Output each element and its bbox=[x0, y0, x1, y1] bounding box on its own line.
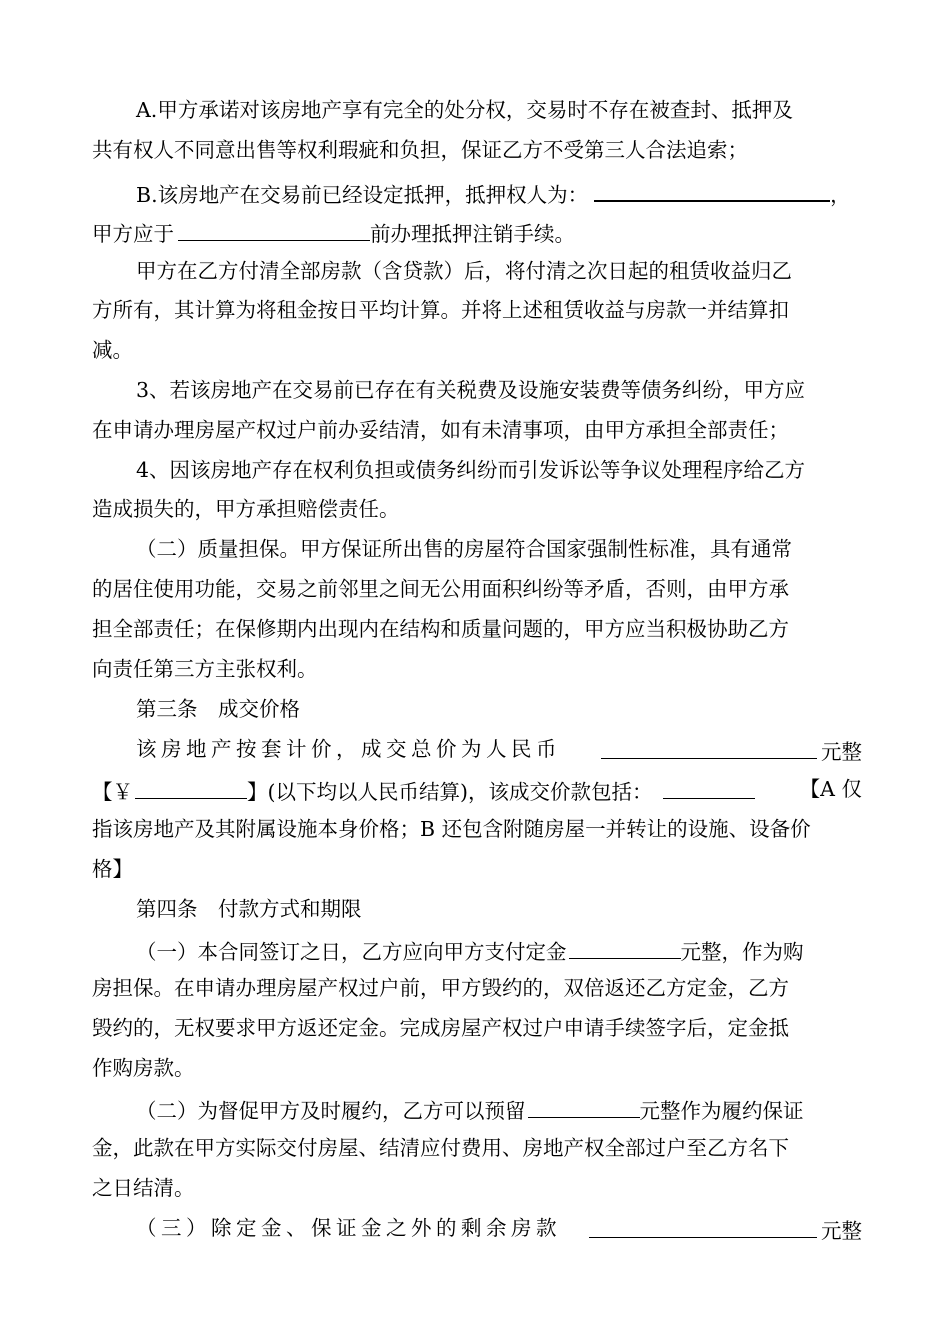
para-line bbox=[136, 936, 862, 965]
para-line bbox=[92, 1055, 862, 1081]
para-line bbox=[92, 1135, 862, 1161]
para-line bbox=[92, 975, 862, 1001]
text: 甲方应于 bbox=[92, 222, 174, 246]
deposit-blank[interactable] bbox=[569, 936, 681, 959]
para-line bbox=[92, 856, 862, 882]
text: 4、因该房地产存在权利负担或债务纠纷而引发诉讼等争议处理程序给乙方 bbox=[136, 458, 806, 482]
para-line bbox=[136, 258, 862, 284]
text: 共有权人不同意出售等权利瑕疵和负担，保证乙方不受第三人合法追索； bbox=[92, 138, 748, 162]
text: 格】 bbox=[92, 857, 133, 881]
option-blank[interactable] bbox=[663, 776, 755, 799]
text: ， bbox=[830, 183, 851, 207]
text: 方所有，其计算为将租金按日平均计算。并将上述租赁收益与房款一并结算扣 bbox=[92, 298, 789, 322]
text: 【A 仅 bbox=[799, 777, 862, 801]
text: 房担保。在申请办理房屋产权过户前，甲方毁约的，双倍返还乙方定金，乙方 bbox=[92, 976, 789, 1000]
text: 】(以下均以人民币结算)，该成交价款包括： bbox=[247, 780, 653, 804]
para-line bbox=[136, 377, 862, 403]
text: 之日结清。 bbox=[92, 1176, 195, 1200]
para-line bbox=[92, 816, 862, 842]
price-group bbox=[601, 736, 862, 765]
text: 甲方在乙方付清全部房款（含贷款）后，将付清之次日起的租赁收益归乙 bbox=[136, 259, 792, 283]
text: 指该房地产及其附属设施本身价格；B 还包含附随房屋一并转让的设施、设备价 bbox=[92, 817, 811, 841]
para-line bbox=[92, 1175, 862, 1201]
text: （二）质量担保。甲方保证所出售的房屋符合国家强制性标准，具有通常 bbox=[136, 537, 792, 561]
text: B.该房地产在交易前已经设定抵押，抵押权人为： bbox=[136, 183, 589, 207]
para-line bbox=[92, 137, 862, 163]
text: 元整 bbox=[821, 1219, 862, 1243]
para-line bbox=[92, 576, 862, 602]
section-heading bbox=[136, 896, 862, 922]
text: 【￥ bbox=[92, 780, 133, 804]
text: 减。 bbox=[92, 338, 133, 362]
para-line bbox=[92, 1015, 862, 1041]
text: 毁约的，无权要求甲方返还定金。完成房屋产权过户申请手续签字后，定金抵 bbox=[92, 1016, 789, 1040]
text: 向责任第三方主张权利。 bbox=[92, 657, 318, 681]
para-line bbox=[92, 417, 862, 443]
text: 前办理抵押注销手续。 bbox=[370, 222, 575, 246]
total-price-blank[interactable] bbox=[601, 736, 817, 759]
text: 元整 bbox=[821, 740, 862, 764]
para-line bbox=[136, 457, 862, 483]
text: 该房地产按套计价，成交总价为人民币 bbox=[136, 737, 561, 761]
para-line bbox=[92, 616, 862, 642]
para-line bbox=[92, 656, 862, 682]
remaining-group bbox=[589, 1215, 862, 1244]
text: （一）本合同签订之日，乙方应向甲方支付定金 bbox=[136, 940, 567, 964]
para-line bbox=[92, 776, 862, 805]
section-heading bbox=[136, 696, 862, 722]
text: 第三条 成交价格 bbox=[136, 697, 300, 721]
mortgagee-blank[interactable] bbox=[594, 178, 830, 202]
para-line bbox=[136, 736, 862, 765]
para-line bbox=[136, 1095, 862, 1124]
remaining-blank[interactable] bbox=[589, 1215, 817, 1238]
text: A.甲方承诺对该房地产享有完全的处分权，交易时不存在被查封、抵押及 bbox=[136, 98, 793, 122]
text: 造成损失的，甲方承担赔偿责任。 bbox=[92, 497, 400, 521]
text: （三）除定金、保证金之外的剩余房款 bbox=[136, 1216, 561, 1240]
text: 作购房款。 bbox=[92, 1056, 195, 1080]
guarantee-blank[interactable] bbox=[528, 1095, 640, 1118]
para-line bbox=[136, 1215, 862, 1244]
text: 元整，作为购 bbox=[680, 940, 804, 964]
deadline-blank[interactable] bbox=[178, 218, 370, 241]
text: 第四条 付款方式和期限 bbox=[136, 897, 362, 921]
text: （二）为督促甲方及时履约，乙方可以预留 bbox=[136, 1099, 526, 1123]
para-line bbox=[136, 536, 862, 562]
para-line bbox=[92, 496, 862, 522]
amount-group bbox=[92, 776, 755, 805]
amount-blank[interactable] bbox=[135, 776, 247, 799]
text: 担全部责任；在保修期内出现内在结构和质量问题的，甲方应当积极协助乙方 bbox=[92, 617, 789, 641]
para-line bbox=[92, 218, 862, 247]
text: 3、若该房地产在交易前已存在有关税费及设施安装费等债务纠纷，甲方应 bbox=[136, 378, 806, 402]
para-line bbox=[92, 337, 862, 363]
text: 的居住使用功能，交易之前邻里之间无公用面积纠纷等矛盾，否则，由甲方承 bbox=[92, 577, 789, 601]
text: 在申请办理房屋产权过户前办妥结清，如有未清事项，由甲方承担全部责任； bbox=[92, 418, 789, 442]
para-line bbox=[92, 297, 862, 323]
text: 元整作为履约保证 bbox=[639, 1099, 804, 1123]
para-line bbox=[136, 97, 862, 123]
text: 金，此款在甲方实际交付房屋、结清应付费用、房地产权全部过户至乙方名下 bbox=[92, 1136, 789, 1160]
para-line bbox=[136, 178, 862, 208]
